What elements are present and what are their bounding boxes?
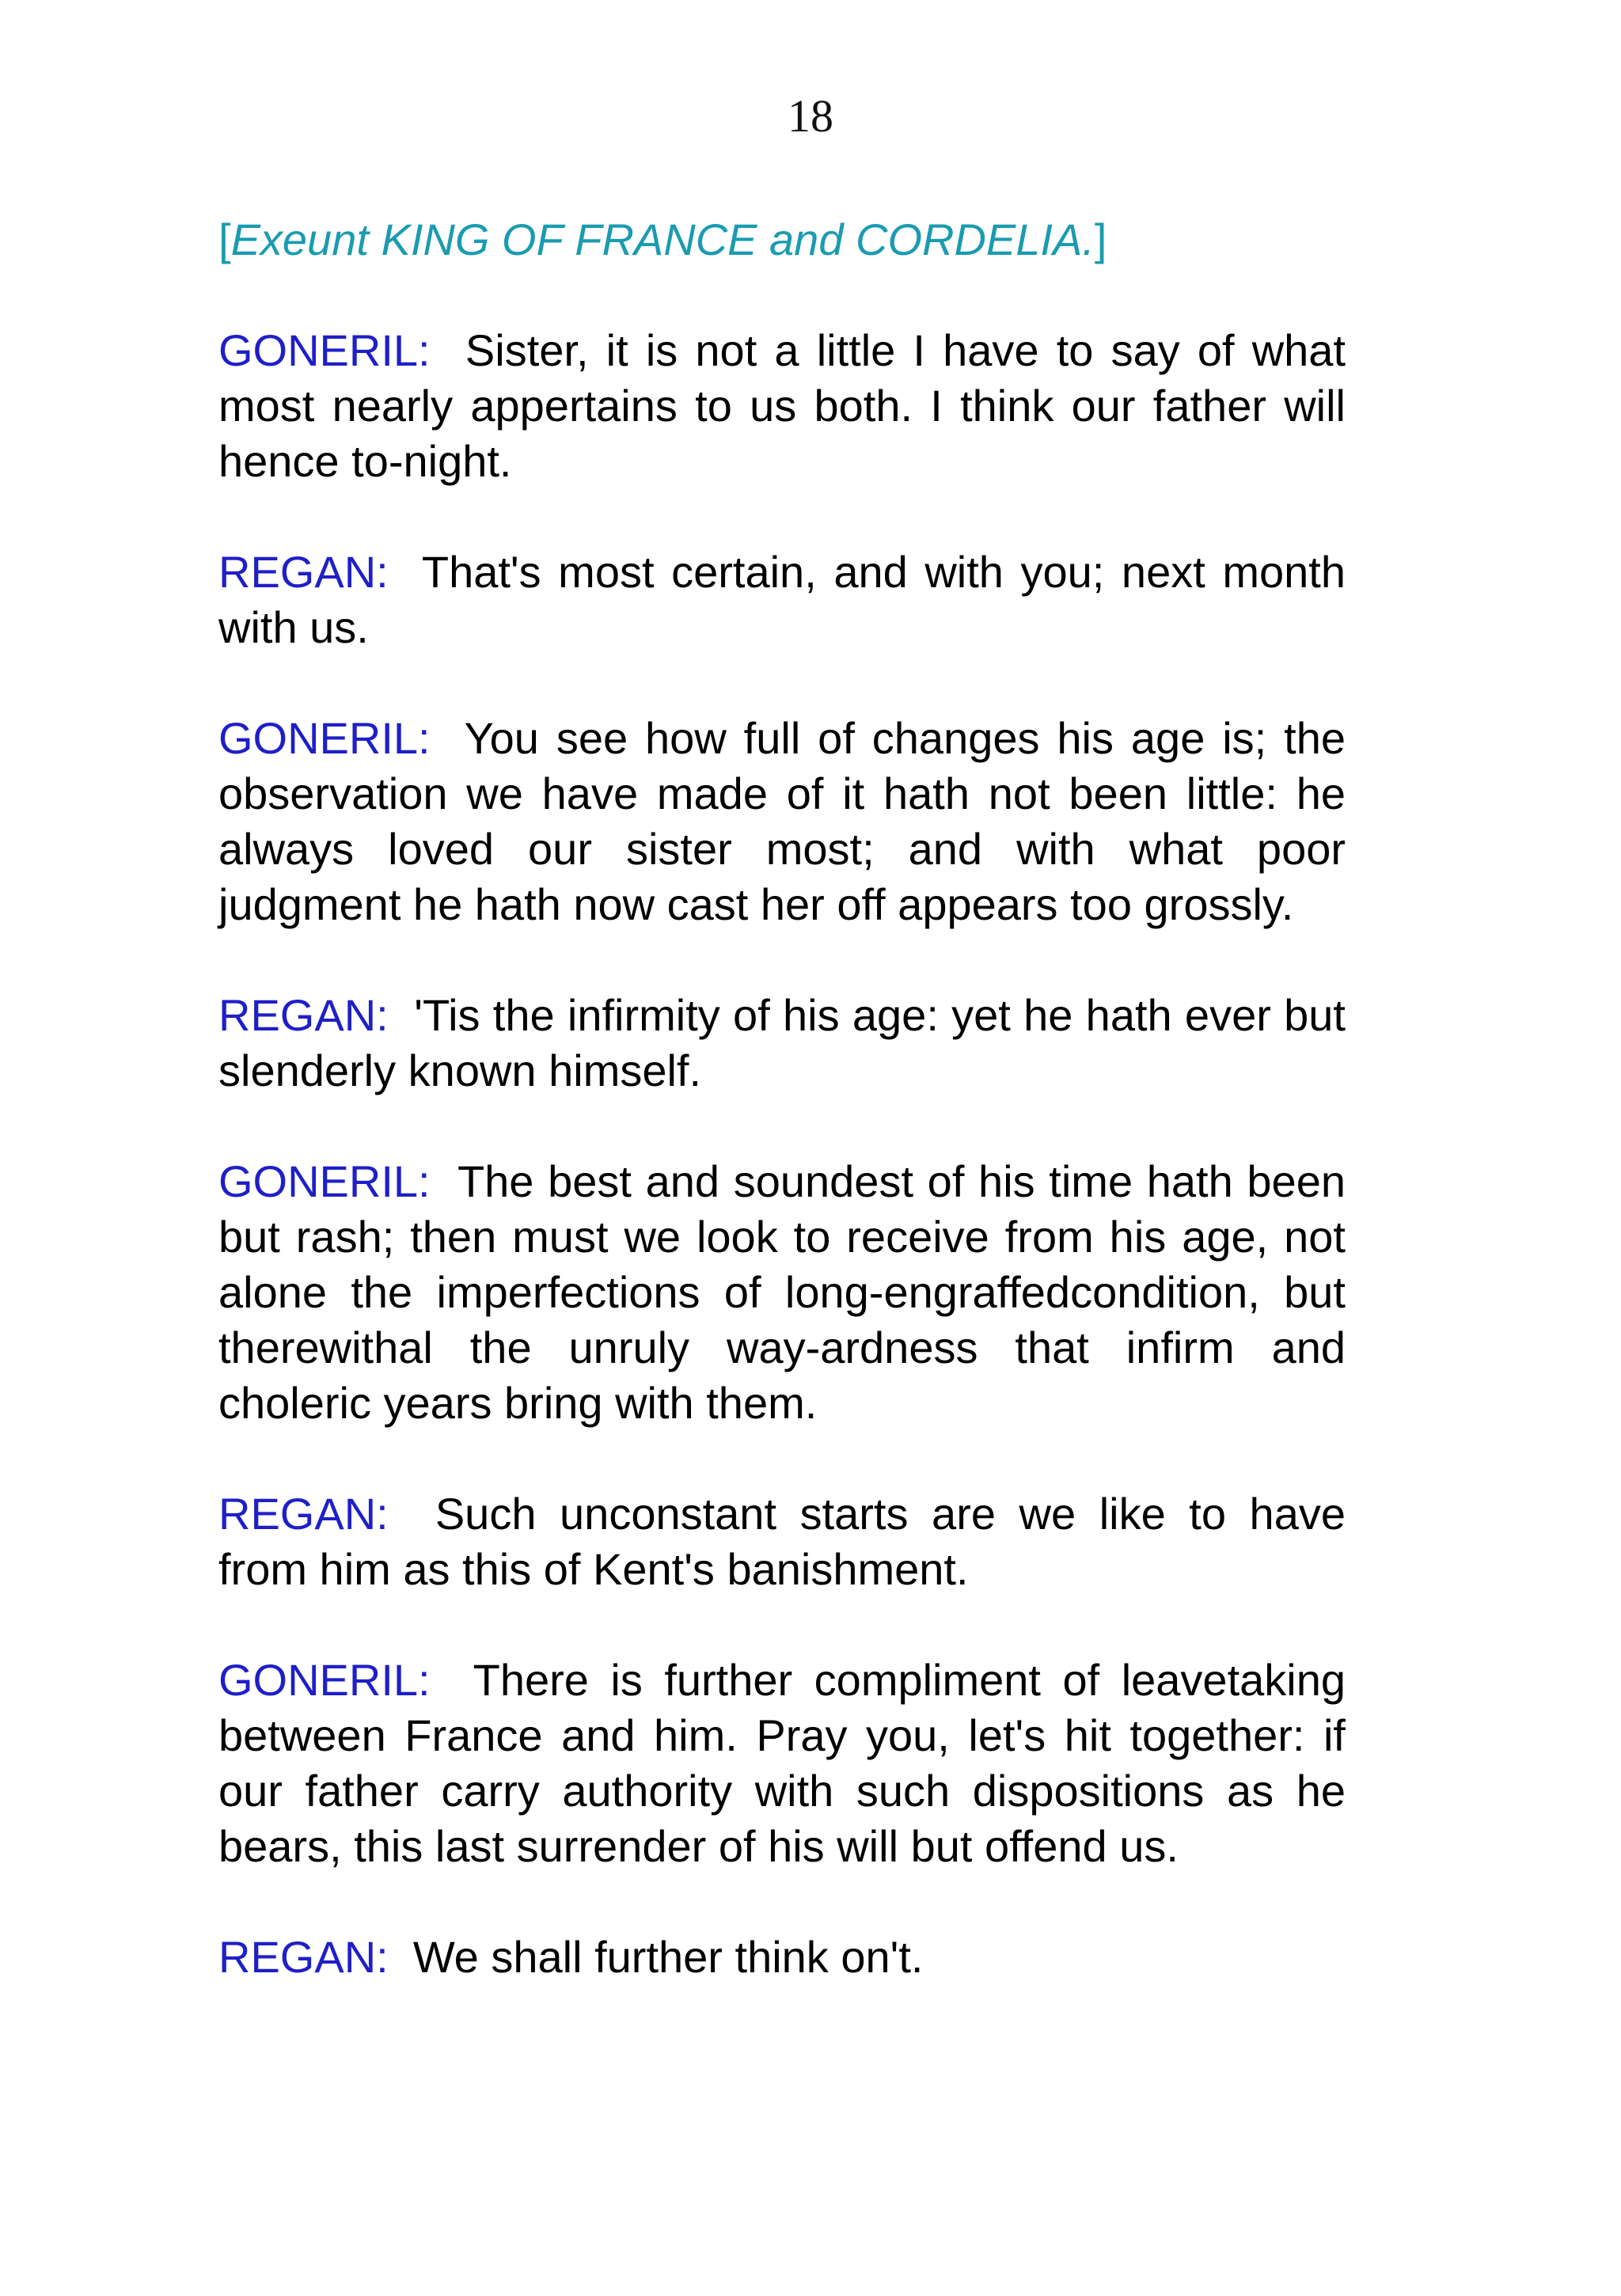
speaker-name: GONERIL: <box>218 325 431 375</box>
speech-text: That's most certain, and with you; next month with us. <box>218 547 1346 652</box>
speech-regan-4 <box>218 1930 1346 1985</box>
speech-goneril-3 <box>218 1154 1346 1431</box>
speaker-name: REGAN: <box>218 1489 389 1539</box>
play-text <box>218 212 1346 2040</box>
stage-direction <box>218 212 1346 268</box>
stage-direction-close-bracket: ] <box>1094 214 1107 264</box>
speech-text: 'Tis the infirmity of his age: yet he hath ever but slenderly known himself. <box>218 990 1346 1095</box>
speaker-name: REGAN: <box>218 547 389 597</box>
speech-text: We shall further think on't. <box>412 1932 924 1982</box>
stage-direction-text: Exeunt KING OF FRANCE and CORDELIA. <box>230 214 1095 264</box>
stage-direction-open-bracket: [ <box>218 214 231 264</box>
speech-regan-1 <box>218 545 1346 655</box>
speech-goneril-4 <box>218 1653 1346 1874</box>
speech-regan-2 <box>218 988 1346 1099</box>
speech-text: Sister, it is not a little I have to say of what most nearly appertains to us both. I think our father will hence to-night. <box>218 325 1346 486</box>
speaker-name: GONERIL: <box>218 1655 431 1705</box>
speech-text: Such unconstant starts are we like to have from him as this of Kent's banishment. <box>218 1489 1346 1594</box>
speech-goneril-2 <box>218 711 1346 932</box>
speech-regan-3 <box>218 1486 1346 1597</box>
speech-text: There is further compliment of leavetaking between France and him. Pray you, let's hit together: if our father carry authority with such dispositions as he bears, this last surrender of his will but offend us. <box>218 1655 1346 1871</box>
speech-text: The best and soundest of his time hath been but rash; then must we look to receive from his age, not alone the imperfections of long-engraffedcondition, but therewithal the unruly way-ardness that infirm and choleric years bring with them. <box>218 1156 1346 1428</box>
speech-text: You see how full of changes his age is; the observation we have made of it hath not been little: he always loved our sister most; and with what poor judgment he hath now cast her off appears too grossly. <box>218 713 1346 929</box>
speaker-name: REGAN: <box>218 1932 389 1982</box>
speaker-name: REGAN: <box>218 990 389 1040</box>
speaker-name: GONERIL: <box>218 713 431 763</box>
speech-goneril-1 <box>218 323 1346 489</box>
speaker-name: GONERIL: <box>218 1156 431 1206</box>
page-number: 18 <box>788 90 833 142</box>
